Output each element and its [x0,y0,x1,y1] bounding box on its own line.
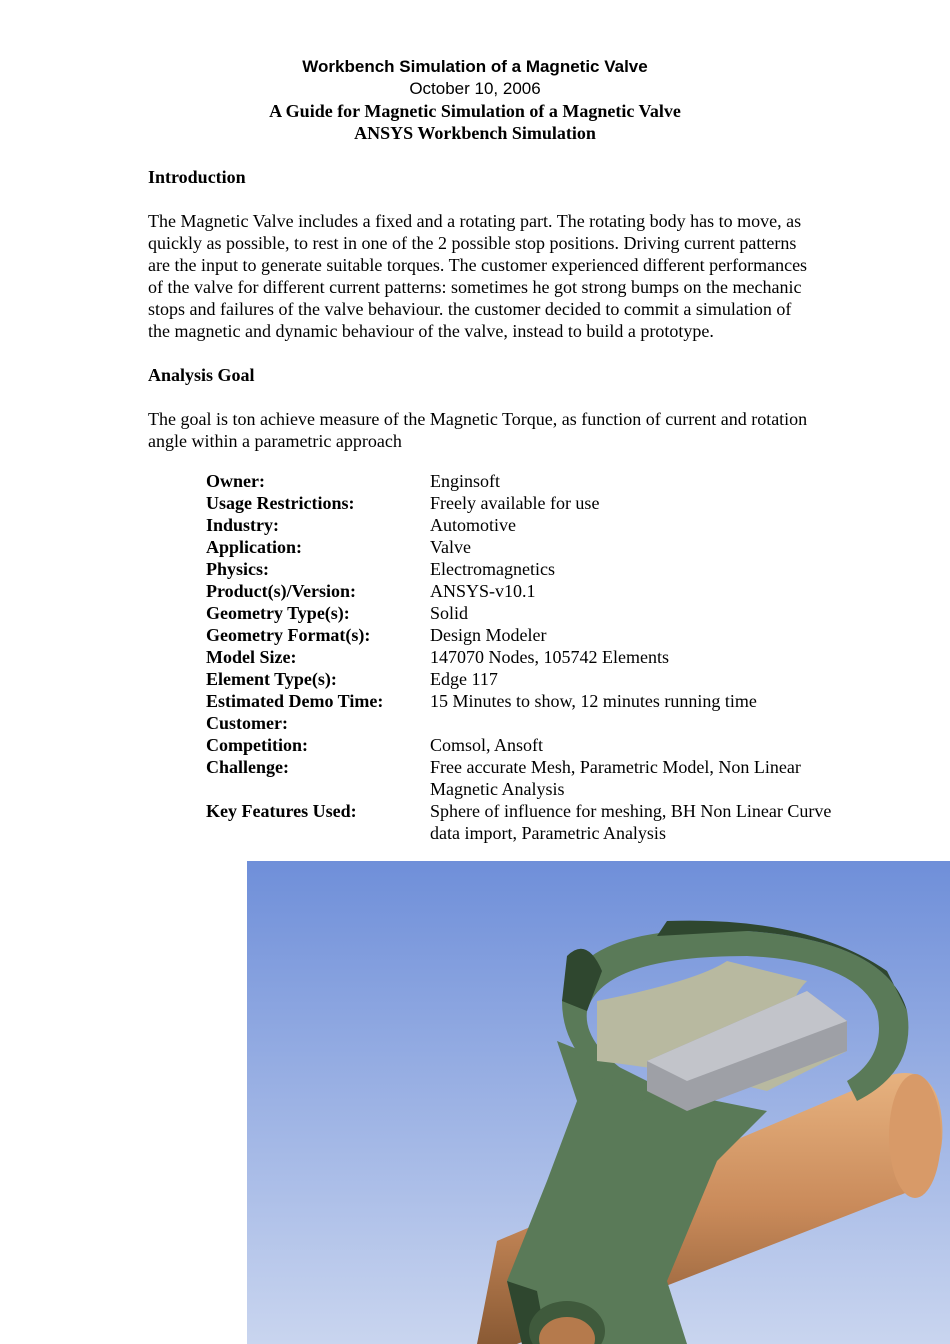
info-value [430,712,870,734]
info-value [430,558,870,580]
valve-model-render [247,861,950,1344]
info-value [430,646,870,668]
info-key: Element Type(s): [206,669,337,689]
info-value [430,470,870,492]
introduction-line: are the input to generate suitable torques. The customer experienced different performances [148,255,808,275]
table-row [206,800,870,844]
info-value [430,580,870,602]
info-key: Estimated Demo Time: [206,691,384,711]
info-value-line: Edge 117 [430,669,498,689]
info-value [430,690,870,712]
info-key: Model Size: [206,647,297,667]
info-key: Challenge: [206,757,289,777]
analysis-goal-line: angle within a parametric approach [148,431,402,451]
introduction-line: of the valve for different current patterns: sometimes he got strong bumps on the mechanic [148,277,802,297]
info-key: Application: [206,537,303,557]
info-value-line: Electromagnetics [430,559,555,579]
info-value-line: data import, Parametric Analysis [430,823,666,843]
table-row [206,558,870,580]
analysis-goal-heading: Analysis Goal [148,365,255,385]
table-row [206,624,870,646]
introduction-line: the magnetic and dynamic behaviour of the valve, instead to build a prototype. [148,321,714,341]
table-row [206,514,870,536]
table-row [206,470,870,492]
info-key: Physics: [206,559,269,579]
info-key: Industry: [206,515,280,535]
valve-model-image [247,861,950,1344]
introduction-line: stops and failures of the valve behaviour. the customer decided to commit a simulation of [148,299,792,319]
info-value [430,800,870,844]
pipe-end-face [889,1074,941,1198]
info-value-line: Valve [430,537,471,557]
info-value-line: Design Modeler [430,625,547,645]
table-row [206,602,870,624]
info-key: Usage Restrictions: [206,493,355,513]
info-value-line: 15 Minutes to show, 12 minutes running time [430,691,757,711]
info-value [430,668,870,690]
info-key: Customer: [206,713,288,733]
info-value [430,492,870,514]
info-key: Product(s)/Version: [206,581,356,601]
table-row [206,646,870,668]
table-row [206,580,870,602]
info-key: Competition: [206,735,308,755]
info-key: Geometry Type(s): [206,603,350,623]
info-value-line: Free accurate Mesh, Parametric Model, Non Linear [430,757,801,777]
document-title: Workbench Simulation of a Magnetic Valve [302,57,648,76]
title-block [0,56,950,144]
document-product: ANSYS Workbench Simulation [354,123,596,143]
table-row [206,734,870,756]
info-value [430,514,870,536]
document-date: October 10, 2006 [409,79,541,98]
table-row [206,756,870,800]
info-value-line: Enginsoft [430,471,500,491]
info-value-line: Sphere of influence for meshing, BH Non Linear Curve [430,801,832,821]
info-value [430,756,870,800]
info-value [430,536,870,558]
introduction-line: quickly as possible, to rest in one of the 2 possible stop positions. Driving current patterns [148,233,797,253]
table-row [206,668,870,690]
table-row [206,536,870,558]
document-subtitle: A Guide for Magnetic Simulation of a Magnetic Valve [269,101,681,121]
table-row [206,492,870,514]
info-key: Key Features Used: [206,801,357,821]
introduction-line: The Magnetic Valve includes a fixed and a rotating part. The rotating body has to move, as [148,211,802,231]
info-value-line: Comsol, Ansoft [430,735,544,755]
info-value [430,734,870,756]
info-value-line: 147070 Nodes, 105742 Elements [430,647,669,667]
info-value [430,624,870,646]
analysis-goal-paragraph [148,408,868,452]
introduction-paragraph [148,210,868,342]
table-row [206,712,870,734]
info-value-line: Solid [430,603,469,623]
introduction-heading: Introduction [148,167,246,187]
info-value [430,602,870,624]
demo-info-table [206,470,870,844]
info-key: Owner: [206,471,265,491]
info-key: Geometry Format(s): [206,625,371,645]
table-row [206,690,870,712]
info-value-line: Automotive [430,515,516,535]
info-value-line: ANSYS-v10.1 [430,581,536,601]
info-value-line: Magnetic Analysis [430,779,565,799]
analysis-goal-line: The goal is ton achieve measure of the Magnetic Torque, as function of current and rotation [148,409,808,429]
info-value-line: Freely available for use [430,493,600,513]
